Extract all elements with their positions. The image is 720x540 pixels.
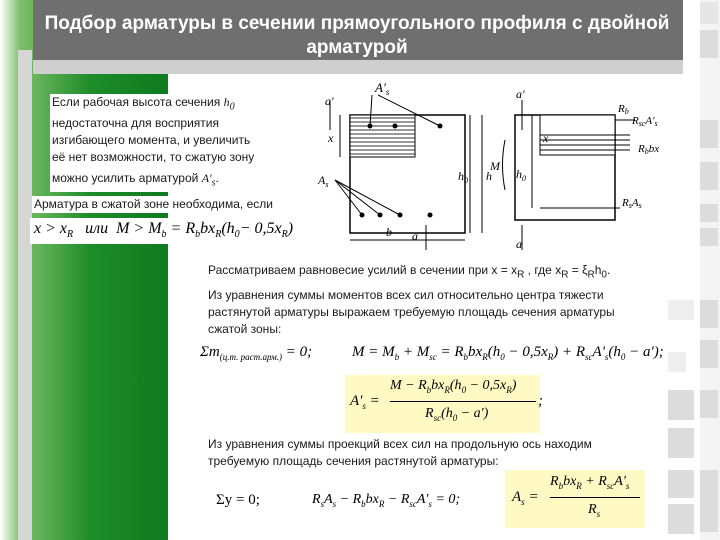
decor-square — [700, 340, 718, 368]
decor-square — [700, 204, 718, 222]
svg-text:h0: $h_0$ — [516, 167, 526, 183]
fraction-line — [550, 497, 640, 498]
label-a: a — [412, 229, 418, 243]
condition-text: Арматура в сжатой зоне необходима, если — [34, 197, 273, 211]
section-diagram — [300, 80, 695, 260]
decor-square — [700, 162, 718, 190]
svg-text:RscA's: RscA's — [632, 115, 658, 128]
svg-text:Rb: Rb — [618, 103, 629, 116]
decor-square — [668, 352, 686, 372]
decor-square — [700, 30, 718, 58]
label-b: b — [386, 225, 392, 239]
label-a2: a — [516, 237, 522, 251]
label-a-prime: a' — [325, 94, 334, 108]
svg-text:RsAs: RsAs — [622, 197, 642, 210]
svg-text:h0: $h_0$ — [458, 169, 468, 185]
decor-square — [700, 120, 718, 148]
title-underline — [33, 60, 683, 74]
svg-text:A's: $A'_s$ — [375, 80, 390, 97]
fraction-line — [390, 401, 536, 402]
projections-eq: $R_sA_s - R_bbx_R - R_{sc}A'_s = 0$; — [312, 492, 461, 509]
As-prime-numerator: $M - R_bbx_R(h_0 - 0,5x_R)$ — [390, 378, 517, 395]
moments-sum-eq: $\Sigma m_{(ц.т. раст.арм.)} = 0$; — [200, 344, 313, 362]
left-decor-bar — [18, 50, 32, 540]
decor-square — [700, 390, 718, 418]
decor-square — [700, 228, 718, 246]
moments-text: Из уравнения суммы моментов всех сил относительно центра тяжести растянутой арматуры выражаем требуемую площадь сечения арматуры сжатой зоны: — [208, 288, 615, 336]
As-prime-end: ; — [538, 393, 543, 409]
decor-square — [668, 428, 694, 458]
label-a-prime2: a' — [516, 87, 525, 101]
condition-formula: $x > x_R$ или $M > M_b = R_bbx_R(h_0- 0,5x_R)$ — [34, 220, 294, 241]
label-x2: x — [543, 131, 549, 145]
right-decor-strip — [700, 0, 720, 540]
slide-title: Подбор арматуры в сечении прямоугольного профиля с двойной арматурой — [44, 13, 670, 58]
label-M: M — [490, 159, 500, 173]
moments-eq: $M = M_b + M_{sc} = R_bbx_R(h_0 - 0,5x_R) + R_{sc}A'_s(h_0 - a')$; — [352, 344, 664, 362]
decor-square — [668, 504, 694, 534]
svg-text:Rbbx: Rbbx — [638, 143, 660, 156]
decor-square — [700, 470, 718, 532]
equilibrium-text: Рассматриваем равновесие усилий в сечении при $x = x_R$ , где $x_R = \xi_Rh_0$. — [208, 263, 611, 281]
As-prime-denominator: $R_{sc}(h_0 - a')$ — [425, 406, 489, 423]
projections-text: Из уравнения суммы проекций всех сил на продольную ось находим требуемую площадь сечения растянутой арматуры: — [208, 437, 592, 468]
decor-square — [668, 390, 694, 420]
As-prime-lhs: $A'_s$ = — [350, 393, 380, 411]
As-numerator: $R_bbx_R + R_{sc}A'_s$ — [550, 474, 630, 491]
rebar-bottom — [428, 213, 433, 218]
compressed-zone — [350, 115, 415, 157]
decor-square — [668, 300, 694, 320]
label-h: h — [486, 169, 492, 183]
projections-sum-eq: Σy = 0; — [216, 492, 260, 508]
As-lhs: $A_s$ = — [512, 489, 539, 507]
As-denominator: $R_s$ — [588, 502, 601, 519]
label-x: x — [328, 131, 334, 145]
decor-square — [700, 2, 718, 24]
intro-text: Если рабочая высота сечения $h_0$ недостаточна для восприятия изгибающего момента, и увеличить её нет возможности, то сжатую зону можно усилить арматурой $A'_s$. — [50, 94, 256, 192]
rebar-top — [393, 124, 398, 129]
decor-square — [700, 300, 718, 328]
decor-square — [668, 470, 694, 498]
svg-text:As: $A_s$ — [318, 173, 329, 189]
